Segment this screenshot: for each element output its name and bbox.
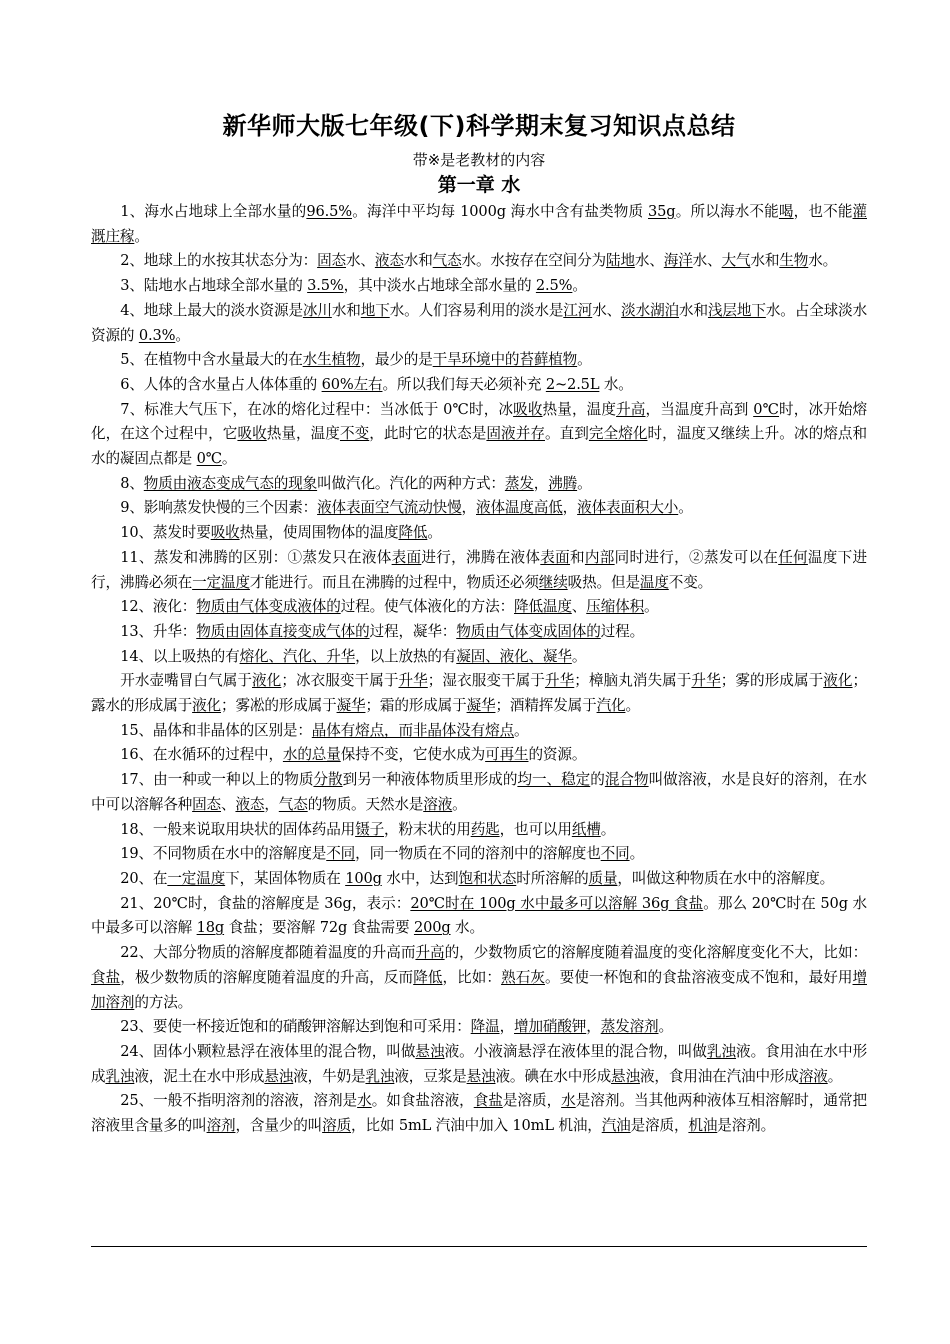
answer-blank: 淡水湖泊 [621,301,680,319]
text-segment: 、 [221,795,236,813]
knowledge-point-6 [91,373,867,398]
text-segment: 10、蒸发时要 [120,524,211,542]
text-segment: 20、在 [120,869,168,887]
chapter-heading: 第一章 水 [437,174,521,196]
text-segment: 温度下进行，沸腾必须在 [91,548,867,591]
knowledge-point-25 [91,1040,867,1089]
text-segment: 到另一种液体物质里形成的 [342,771,518,789]
text-segment: 的 [590,771,605,789]
answer-blank: 江河 [563,301,593,319]
answer-blank: 吸收 [237,425,267,443]
text-segment: 是溶剂。当其他两种液体互相溶解时，通常把溶液里含量多的叫 [91,1092,867,1135]
answer-blank: 生物 [779,252,809,270]
knowledge-point-10 [91,521,867,546]
text-segment: 同时进行，②蒸发可以在 [614,548,779,566]
text-segment: 9、影响蒸发快慢的三个因素： [120,499,318,517]
text-segment: 液，泥土在水中形成 [134,1067,265,1085]
text-segment: 水、 [634,252,664,270]
answer-blank: 大气 [721,252,751,270]
text-segment: 的方法。 [134,993,193,1011]
answer-blank: 升华 [398,672,428,690]
answer-blank: 60%左右 [321,375,383,393]
answer-blank: 镊子 [355,820,385,838]
text-segment: 。 [427,524,442,542]
text-segment: ， [562,499,578,517]
answer-blank: 气态 [432,252,462,270]
text-segment: 。 [577,351,592,369]
answer-blank: 0℃ [196,450,222,468]
answer-blank: 干旱环境中的苔藓植物 [432,351,578,369]
answer-blank: 陆地 [606,252,635,270]
answer-blank: 熔化、汽化、升华 [239,647,356,665]
knowledge-point-21 [91,867,867,892]
text-segment: ，叫做这种物质在水中的溶解度。 [617,869,835,887]
answer-blank: 完全熔化 [588,425,648,443]
answer-blank: 浅层地下 [707,301,766,319]
answer-blank: 可再生 [485,746,529,764]
text-segment: 。 [625,697,640,715]
text-segment: 水中，达到 [381,869,459,887]
answer-blank: 汽化 [596,697,626,715]
text-segment: 15、晶体和非晶体的区别是： [120,721,312,739]
answer-blank: 凝固、液化、凝华 [456,647,572,665]
answer-blank: 液体表面积大小 [577,499,679,517]
answer-blank: 吸收 [513,400,543,418]
answer-blank: 乳浊 [105,1067,135,1085]
knowledge-point-17 [91,743,867,768]
text-segment: ，也可以用 [499,820,572,838]
text-segment: 的物质。天然水是 [307,795,424,813]
answer-blank: 18g [196,919,225,937]
text-segment: 。 [644,598,659,616]
text-segment: 是溶质， [630,1117,689,1135]
answer-blank: 2~2.5L [545,375,600,393]
text-segment: 液，豆浆是 [394,1067,467,1085]
text-segment: 。 [572,277,587,295]
text-segment: 水和 [403,252,433,270]
answer-blank: 物质由固体直接变成气体的 [196,622,370,640]
answer-blank: 降温 [470,1018,500,1036]
answer-blank: 饱和状态 [458,869,517,887]
text-segment: ，以上放热的有 [355,647,457,665]
text-segment: ；冰衣服变干属于 [281,672,399,690]
knowledge-point-22 [91,892,867,941]
answer-blank: 分散 [313,771,343,789]
text-segment: ， [533,474,549,492]
text-segment: ，含量少的叫 [235,1117,323,1135]
answer-blank: 物质由气体变成液体的 [196,598,341,616]
text-segment: 水。水按存在空间分为 [461,252,606,270]
answer-blank: 96.5% [306,203,352,220]
text-segment: 和 [570,548,585,566]
text-segment: 是溶质， [502,1092,562,1110]
text-segment: 过程。 [600,622,645,640]
bottom-divider [91,1246,867,1247]
answer-blank: 0.3% [138,326,176,344]
text-segment: 保持不变，它使水成为 [340,746,486,764]
text-segment: 4、地球上最大的淡水资源是 [120,301,303,319]
text-segment: 。所以我们每天必须补充 [382,375,546,393]
text-segment: 23、要使一杯接近饱和的硝酸钾溶解达到饱和可采用： [120,1018,471,1036]
text-segment: 水和 [750,252,780,270]
text-segment: 。 [678,499,693,517]
answer-blank: 不同 [326,845,356,863]
answer-blank: 蒸发溶剂 [600,1018,659,1036]
answer-blank: 液化 [192,697,221,715]
text-segment: 2、地球上的水按其状态分为： [120,252,318,270]
answer-blank: 0℃ [753,400,780,418]
answer-blank: 一定温度 [192,573,250,591]
answer-blank: 降低 [413,968,443,986]
text-segment: 水、 [592,301,622,319]
knowledge-point-5 [91,348,867,373]
text-segment: ；雾凇的形成属于 [221,697,337,715]
knowledge-point-1 [91,200,867,249]
text-segment: ，最少的是 [360,351,433,369]
answer-blank: 气态 [278,795,308,813]
knowledge-point-12 [91,595,867,620]
text-segment: 水、 [345,252,375,270]
answer-blank: 升华 [544,672,575,690]
answer-blank: 200g [413,919,451,937]
answer-blank: 100g [345,869,382,887]
text-segment: 1、海水占地球上全部水量的 [120,203,307,220]
answer-blank: 物质由液态变成气态的现象 [143,474,318,492]
text-segment: 水。 [450,919,484,937]
text-segment: 水。 [599,375,633,393]
text-segment: ；雾的形成属于 [720,672,824,690]
answer-blank: 升华 [691,672,721,690]
answer-blank: 混合物 [604,771,649,789]
text-segment: 的资源。 [528,746,587,764]
text-segment: 5、在植物中含水量最大的在 [120,351,303,369]
knowledge-point-14 [91,645,867,670]
knowledge-point-8 [91,472,867,497]
text-segment: 11、蒸发和沸腾的区别：①蒸发只在液体 [120,548,392,566]
text-segment: ；酒精挥发属于 [495,697,597,715]
text-segment: 下，某固体物质在 [225,869,346,887]
text-segment: 水、 [692,252,722,270]
knowledge-point-23 [91,941,867,1015]
text-segment: 。 [577,474,592,492]
answer-blank: 凝华 [466,697,496,715]
text-segment: 。海洋中平均每 1000g 海水中含有盐类物质 [352,203,649,220]
text-segment: 热量，温度 [266,425,340,443]
text-segment: 16、在水循环的过程中， [120,746,283,764]
text-segment: 。 [134,227,149,245]
text-segment: 液。碘在水中形成 [495,1067,612,1085]
answer-blank: 温度 [639,573,669,591]
text-segment: 开水壶嘴冒白气属于 [120,672,253,690]
answer-blank: 表面 [391,548,422,566]
text-segment: ；湿衣服变干属于 [427,672,545,690]
text-segment: 。 [571,647,587,665]
text-segment: ，当温度升高到 [645,400,754,418]
answer-blank: 水的总量 [282,746,341,764]
answer-blank: 喝 [778,203,794,220]
answer-blank: 升高 [616,400,646,418]
text-segment: 过程。使气体液化的方法： [340,598,515,616]
text-segment: 是溶剂。 [717,1117,776,1135]
text-segment: 7、标准大气压下，在冰的熔化过程中：当冰低于 0℃时，冰 [120,400,514,418]
text-segment: 水。人们容易利用的淡水是 [389,301,564,319]
answer-blank: 蒸发 [504,474,534,492]
answer-blank: 灌溉庄稼 [91,203,867,245]
answer-blank: 悬浊 [611,1067,640,1085]
document-subtitle: 带※是老教材的内容 [412,151,546,169]
document-body [91,200,867,1139]
text-segment: 12、液化： [120,598,197,616]
answer-blank: 3.5% [307,277,344,295]
text-segment: 。要使一杯饱和的食盐溶液变成不饱和，最好用 [545,968,853,986]
text-segment: 19、不同物质在水中的溶解度是 [120,845,327,863]
text-segment: 吸热。但是 [567,573,640,591]
text-segment: 热量，使周围物体的温度 [239,524,399,542]
answer-blank: 一定温度 [167,869,226,887]
answer-blank: 物质由气体变成固体的 [456,622,601,640]
answer-blank: 固液并存 [486,425,545,443]
text-segment: ，也不能 [793,203,853,220]
text-segment: 。 [175,326,190,344]
knowledge-point-4 [91,299,867,348]
text-segment: 的，少数物质它的溶解度随着温度的变化溶解度变化不大，比如： [444,944,868,962]
text-segment: 过程，凝华： [369,622,457,640]
text-segment: 热量，温度 [542,400,617,418]
text-segment: 。那么 20℃时在 50g 水中最多可以溶解 [91,894,867,937]
text-segment: 。 [629,845,645,863]
text-segment: 。如食盐溶液， [371,1092,474,1110]
text-segment: ；露水的形成属于 [91,672,867,715]
text-segment: 水。 [808,252,838,270]
knowledge-point-15 [91,669,867,718]
answer-blank: 冰川 [302,301,332,319]
knowledge-point-19 [91,818,867,843]
text-segment: 8、 [120,474,144,492]
answer-blank: 水 [357,1092,372,1110]
text-segment: 才能进行。而且在沸腾的过程中，物质还必须 [249,573,539,591]
text-segment: ， [461,499,476,517]
text-segment: ，极少数物质的溶解度随着温度的升高，反而 [120,968,414,986]
answer-blank: 机油 [688,1117,718,1135]
text-segment: ；樟脑丸消失属于 [574,672,692,690]
text-segment: 。 [827,1067,843,1085]
answer-blank: 地下 [360,301,390,319]
answer-blank: 不变 [339,425,370,443]
answer-blank: 液态 [235,795,265,813]
text-segment: 水和 [679,301,708,319]
text-segment: 叫做溶液，水是良好的溶剂，在水中可以溶解各种 [91,771,867,813]
text-segment: ，同一物质在不同的溶剂中的溶解度也 [355,845,601,863]
knowledge-point-18 [91,768,867,817]
text-segment: ，粉末状的用 [384,820,471,838]
text-segment: ， [499,1018,515,1036]
knowledge-point-7 [91,398,867,472]
text-segment: 时所溶解的 [516,869,589,887]
knowledge-point-13 [91,620,867,645]
text-segment: 液，牛奶是 [293,1067,366,1085]
text-segment: 。 [600,820,616,838]
answer-blank: 悬浊 [264,1067,294,1085]
answer-blank: 晶体有熔点，而非晶体没有熔点 [311,721,515,739]
answer-blank: 表面 [540,548,571,566]
answer-blank: 35g [648,203,676,220]
answer-blank: 液化 [252,672,282,690]
answer-blank: 溶质 [322,1117,352,1135]
text-segment: 21、20℃时，食盐的溶解度是 36g，表示： [120,894,411,912]
answer-blank: 水 [561,1092,576,1110]
answer-blank: 汽油 [601,1117,631,1135]
answer-blank: 溶液 [423,795,453,813]
answer-blank: 固态 [192,795,221,813]
knowledge-point-24 [91,1015,867,1040]
knowledge-point-16 [91,719,867,744]
text-segment: 、 [571,598,587,616]
answer-blank: 食盐 [91,968,121,986]
text-segment: ， [264,795,279,813]
text-segment: 叫做汽化。汽化的两种方式： [317,474,505,492]
document-title: 新华师大版七年级(下)科学期末复习知识点总结 [222,112,736,140]
knowledge-point-3 [91,274,867,299]
answer-blank: 乳浊 [706,1042,737,1060]
text-segment: 液。食用油在水中形成 [91,1042,868,1085]
text-segment: 18、一般来说取用块状的固体药品用 [120,820,356,838]
text-segment: 。 [514,721,529,739]
answer-blank: 液态 [374,252,404,270]
answer-blank: 水生植物 [302,351,361,369]
text-segment: ，比如： [442,968,502,986]
answer-blank: 降低 [398,524,428,542]
text-segment: ，此时它的状态是 [369,425,487,443]
answer-blank: 悬浊 [466,1067,496,1085]
text-segment: 3、陆地水占地球全部水量的 [120,277,308,295]
knowledge-point-20 [91,842,867,867]
answer-blank: 固态 [317,252,346,270]
text-segment: ， [586,1018,601,1036]
answer-blank: 凝华 [336,697,366,715]
answer-blank: 吸收 [210,524,240,542]
answer-blank: 质量 [588,869,618,887]
answer-blank: 2.5% [535,277,573,295]
answer-blank: 不同 [600,845,630,863]
text-segment: 13、升华： [120,622,197,640]
text-segment: 进行，沸腾在液体 [421,548,541,566]
text-segment: 22、大部分物质的溶解度都随着温度的升高而 [120,944,416,962]
knowledge-point-11 [91,546,867,595]
knowledge-point-2 [91,249,867,274]
answer-blank: 液化 [823,672,853,690]
text-segment: 。 [658,1018,673,1036]
text-segment: 。直到 [544,425,589,443]
knowledge-point-26 [91,1089,867,1138]
text-segment: 25、一般不指明溶剂的溶液，溶剂是 [120,1092,358,1110]
text-segment: 食盐；要溶解 72g 食盐需要 [224,919,414,937]
answer-blank: 纸槽 [571,820,601,838]
answer-blank: 溶液 [798,1067,828,1085]
answer-blank: 悬浊 [415,1042,445,1060]
text-segment: 水。占全球淡水资源的 [91,301,868,344]
text-segment: ，比如 5mL 汽油中加入 10mL 机油， [351,1117,602,1135]
answer-blank: 乳浊 [365,1067,395,1085]
text-segment: 液。小液滴悬浮在液体里的混合物，叫做 [444,1042,707,1060]
text-segment: 。 [221,450,237,468]
answer-blank: 液体表面空气流动快慢 [317,499,462,517]
answer-blank: 食盐 [473,1092,503,1110]
answer-blank: 内部 [584,548,615,566]
text-segment: 14、以上吸热的有 [120,647,240,665]
answer-blank: 压缩体积 [586,598,645,616]
text-segment: 24、固体小颗粒悬浮在液体里的混合物，叫做 [120,1042,416,1060]
text-segment: ，其中淡水占地球全部水量的 [343,277,536,295]
text-segment: 17、由一种或一种以上的物质 [120,771,314,789]
text-segment: 。 [452,795,467,813]
text-segment: 液，食用油在汽油中形成 [639,1067,799,1085]
answer-blank: 升高 [415,944,445,962]
text-segment: 6、人体的含水量占人体体重的 [120,375,322,393]
answer-blank: 均一、稳定 [517,771,591,789]
answer-blank: 20℃时在 100g 水中最多可以溶解 36g 食盐 [410,894,704,912]
text-segment: ；霜的形成属于 [365,697,467,715]
text-segment: 不变。 [668,573,713,591]
answer-blank: 熟石灰 [501,968,545,986]
answer-blank: 任何 [778,548,808,566]
answer-blank: 溶剂 [206,1117,236,1135]
answer-blank: 继续 [538,573,568,591]
text-segment: 时，温度又继续上升。冰的熔点和水的凝固点都是 [91,425,867,468]
text-segment: 时，冰开始熔化，在这个过程中，它 [91,400,868,443]
answer-blank: 海洋 [663,252,693,270]
answer-blank: 增加溶剂 [91,968,867,1011]
answer-blank: 增加硝酸钾 [514,1018,587,1036]
text-segment: 。所以海水不能 [675,203,779,220]
answer-blank: 药匙 [470,820,500,838]
document-page [91,108,867,1139]
answer-blank: 液体温度高低 [476,499,563,517]
knowledge-point-9 [91,496,867,521]
answer-blank: 沸腾 [548,474,578,492]
text-segment: 水和 [331,301,361,319]
answer-blank: 降低温度 [514,598,572,616]
